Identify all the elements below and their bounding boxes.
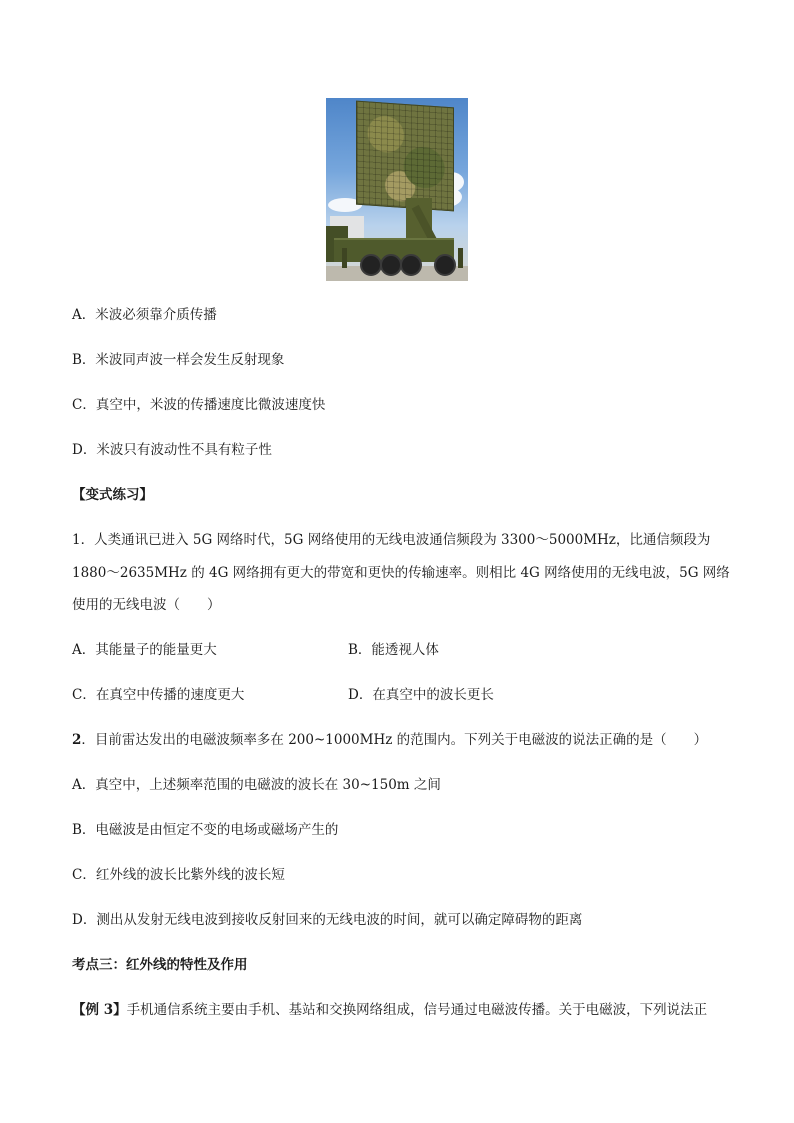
q2-option-c: C．红外线的波长比紫外线的波长短 — [72, 867, 285, 883]
option-a: A．米波必须靠介质传播 — [72, 307, 217, 323]
section-heading: 【变式练习】 — [72, 487, 153, 503]
q2-number: 2 — [72, 732, 82, 748]
q1-option-d: D．在真空中的波长更长 — [348, 687, 494, 703]
radar-truck-photo — [326, 98, 468, 281]
q1-stem-line-2: 1880～2635MHz 的 4G 网络拥有更大的带宽和更快的传输速率。则相比 4G 网络使用的无线电波，5G 网络 — [72, 565, 730, 581]
q1-option-b: B．能透视人体 — [348, 642, 439, 658]
q1-stem-line-3: 使用的无线电波（ ） — [72, 597, 221, 613]
q2-option-b: B．电磁波是由恒定不变的电场或磁场产生的 — [72, 822, 339, 838]
option-d: D．米波只有波动性不具有粒子性 — [72, 442, 272, 458]
example-3 — [72, 1000, 707, 1020]
q1-option-a: A．其能量子的能量更大 — [72, 642, 217, 658]
option-c: C．真空中，米波的传播速度比微波速度快 — [72, 397, 326, 413]
example-3-label: 【例 3】 — [72, 1002, 127, 1018]
q2-stem — [72, 730, 707, 750]
topic-heading: 考点三：红外线的特性及作用 — [72, 957, 248, 973]
q1-option-c: C．在真空中传播的速度更大 — [72, 687, 245, 703]
q2-option-a: A．真空中，上述频率范围的电磁波的波长在 30~150m 之间 — [72, 777, 441, 793]
q1-stem-line-1: 1．人类通讯已进入 5G 网络时代，5G 网络使用的无线电波通信频段为 3300～5000MHz，比通信频段为 — [72, 532, 711, 548]
example-3-text: 手机通信系统主要由手机、基站和交换网络组成，信号通过电磁波传播。关于电磁波，下列说法正 — [126, 1002, 708, 1018]
option-b: B．米波同声波一样会发生反射现象 — [72, 352, 285, 368]
q2-option-d: D．测出从发射无线电波到接收反射回来的无线电波的时间，就可以确定障碍物的距离 — [72, 912, 583, 928]
q2-stem-text: ．目前雷达发出的电磁波频率多在 200~1000MHz 的范围内。下列关于电磁波的说法正确的是（ ） — [81, 732, 708, 748]
